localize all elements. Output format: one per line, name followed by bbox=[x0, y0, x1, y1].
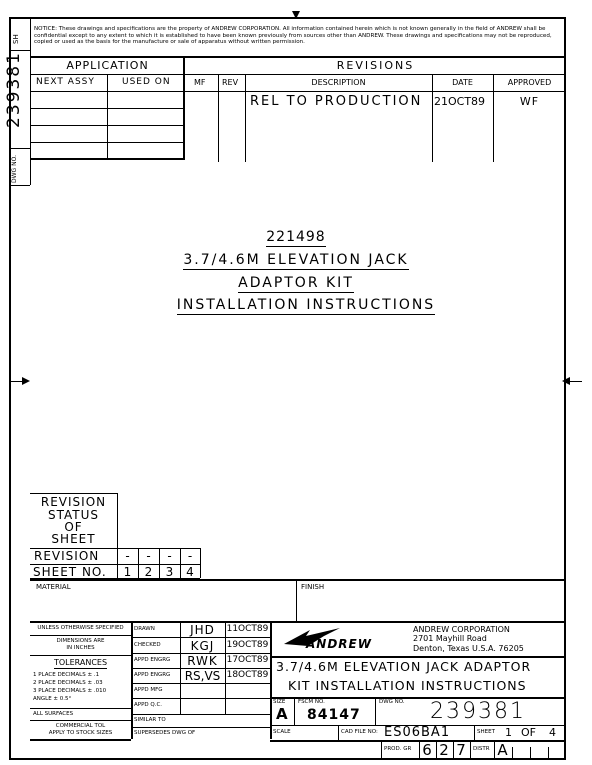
rev-status-l4: SHEET bbox=[51, 532, 96, 546]
tol-heading-text: TOLERANCES bbox=[53, 658, 108, 667]
material-top-rule bbox=[30, 579, 566, 581]
center-line-right bbox=[568, 381, 582, 382]
rev-header-approved: APPROVED bbox=[507, 78, 552, 87]
rev-val-1: - bbox=[125, 549, 130, 563]
rev-val-4: - bbox=[187, 549, 193, 563]
signoff-rule bbox=[131, 637, 270, 638]
material-finish-divider bbox=[296, 579, 297, 622]
dwg-value: 239381 bbox=[430, 699, 526, 724]
signoff-date-appd1: 17OCT89 bbox=[226, 655, 269, 665]
signoff-label-appd-engrg: APPD ENGRG bbox=[134, 672, 171, 678]
signoff-rule bbox=[131, 714, 270, 715]
revision-row-label: REVISION bbox=[34, 549, 100, 563]
tol-unless: UNLESS OTHERWISE SPECIFIED bbox=[37, 625, 124, 631]
tol-dims2: IN INCHES bbox=[66, 645, 95, 651]
rev-col-divider bbox=[245, 74, 246, 162]
tol-rule bbox=[30, 635, 131, 636]
rev-row-approved: WF bbox=[519, 95, 540, 108]
tol-line4: ANGLE ± 0.5° bbox=[33, 696, 72, 702]
application-title: APPLICATION bbox=[66, 59, 149, 72]
sheet-of: OF bbox=[521, 726, 536, 739]
fscm-value: 84147 bbox=[307, 707, 361, 723]
rev-col-divider bbox=[218, 74, 219, 162]
side-sh-label: SH bbox=[12, 34, 20, 44]
app-rule bbox=[30, 91, 185, 92]
notice-text: NOTICE: These drawings and specifications are the property of ANDREW CORPORATION. All information contained herein which is not known generally in the field of ANDREW shall be confidential except to any extent to which it is established to have been known previously from sources other than ANDREW. These drawings and specifications may not be reproduced, copied or used as the basis for the manufacture or sale of apparatus without written permission. bbox=[34, 26, 552, 46]
scale-label: SCALE bbox=[273, 729, 291, 735]
center-line2-text: ADAPTOR KIT bbox=[238, 275, 354, 291]
prod-label: PROD. GR bbox=[384, 746, 412, 752]
signoff-date-checked: 19OCT89 bbox=[226, 640, 269, 650]
center-line3 bbox=[0, 298, 592, 312]
tol-rule bbox=[30, 720, 131, 721]
distr-label: DISTR bbox=[473, 746, 490, 752]
rev-header-rev: REV bbox=[222, 78, 239, 87]
rev-header-description: DESCRIPTION bbox=[311, 78, 366, 87]
prod-cell bbox=[470, 741, 471, 760]
application-col-next-assy: NEXT ASSY bbox=[36, 77, 95, 87]
tol-line3: 3 PLACE DECIMALS ± .010 bbox=[33, 688, 107, 694]
tol-comm1: COMMERCIAL TOL bbox=[55, 723, 106, 729]
scale-divider bbox=[338, 725, 339, 741]
company-name: ANDREW CORPORATION bbox=[413, 625, 510, 634]
rev-status-l1: REVISION bbox=[40, 495, 107, 509]
title-line2: KIT INSTALLATION INSTRUCTIONS bbox=[288, 678, 527, 693]
center-line-left bbox=[9, 381, 23, 382]
company-addr2: Denton, Texas U.S.A. 76205 bbox=[413, 644, 524, 653]
signoff-name-appd1: RWK bbox=[187, 654, 218, 668]
finish-label: FINISH bbox=[301, 583, 325, 591]
sheet-value: 1 bbox=[505, 726, 512, 739]
signoff-label-appd-engrg: APPD ENGRG bbox=[134, 657, 171, 663]
tol-comm2: APPLY TO STOCK SIZES bbox=[48, 730, 113, 736]
cad-divider bbox=[474, 725, 475, 741]
revisions-title: REVISIONS bbox=[336, 59, 415, 72]
side-dwg-no-label: DWG NO. bbox=[11, 155, 18, 183]
prod-d1: 6 bbox=[422, 741, 433, 759]
rev-val-3: - bbox=[167, 549, 172, 563]
sheet-label: SHEET bbox=[477, 729, 495, 735]
rev-rule bbox=[185, 91, 566, 92]
sheet-val-4: 4 bbox=[186, 565, 194, 579]
tol-dims1: DIMENSIONS ARE bbox=[56, 638, 105, 644]
sheet-val-1: 1 bbox=[123, 565, 132, 579]
signoff-label-appd-mfg: APPD MFG bbox=[134, 687, 163, 693]
andrew-logo-text: ANDREW bbox=[306, 637, 372, 651]
signoff-name-checked: KGJ bbox=[190, 639, 215, 653]
signoff-date-drawn: 11OCT89 bbox=[226, 624, 269, 634]
fscm-divider bbox=[375, 697, 376, 725]
side-strip-divider bbox=[9, 148, 30, 149]
distr-d1: A bbox=[497, 741, 509, 759]
center-number-text: 221498 bbox=[266, 229, 326, 245]
tol-line2: 2 PLACE DECIMALS ± .03 bbox=[33, 680, 103, 686]
side-dwg-number: 239381 bbox=[4, 51, 24, 128]
cad-label: CAD FILE NO: bbox=[341, 729, 378, 735]
rev-row-date: 21OCT89 bbox=[434, 95, 486, 108]
tol-rule bbox=[30, 655, 131, 656]
app-col-divider bbox=[107, 74, 108, 160]
fscm-label: FSCM NO. bbox=[298, 699, 325, 705]
signoff-name-drawn: JHD bbox=[190, 623, 215, 637]
rev-row-description: REL TO PRODUCTION bbox=[250, 94, 423, 109]
rev-header-mf: MF bbox=[194, 78, 206, 87]
size-value: A bbox=[276, 705, 288, 723]
rev-col-divider bbox=[432, 74, 433, 162]
sheet-val-3: 3 bbox=[165, 565, 174, 579]
material-label: MATERIAL bbox=[36, 583, 71, 591]
tolerance-divider bbox=[131, 621, 133, 739]
signoff-label-checked: CHECKED bbox=[134, 642, 161, 648]
title-line1: 3.7/4.6M ELEVATION JACK ADAPTOR bbox=[276, 659, 532, 674]
rev-status-l2: STATUS bbox=[47, 508, 100, 522]
center-line1 bbox=[0, 253, 592, 267]
side-strip-divider bbox=[9, 185, 30, 186]
tol-rule bbox=[30, 708, 131, 709]
app-rule bbox=[30, 142, 185, 143]
company-addr1: 2701 Mayhill Road bbox=[413, 634, 487, 643]
cad-value: ES06BA1 bbox=[384, 725, 451, 740]
rev-status-l3: OF bbox=[64, 520, 83, 534]
center-line3-text: INSTALLATION INSTRUCTIONS bbox=[176, 297, 436, 313]
bottom-rule-left bbox=[30, 739, 131, 741]
rev-val-2: - bbox=[146, 549, 151, 563]
app-rule bbox=[30, 125, 185, 126]
size-divider bbox=[294, 697, 295, 725]
signoff-label-appd-qc: APPD Q.C. bbox=[134, 702, 163, 708]
tol-surfaces: ALL SURFACES bbox=[33, 711, 74, 717]
center-line1-text: 3.7/4.6M ELEVATION JACK bbox=[183, 252, 409, 268]
dwg-label: DWG NO. bbox=[379, 699, 405, 705]
rev-rule bbox=[185, 74, 566, 75]
prod-d3: 7 bbox=[456, 741, 467, 759]
company-rule bbox=[270, 656, 566, 658]
signoff-date-appd2: 18OCT89 bbox=[226, 670, 269, 680]
size-label: SIZE bbox=[273, 699, 286, 705]
tol-line1: 1 PLACE DECIMALS ± .1 bbox=[33, 672, 100, 678]
title-block-top-rule bbox=[30, 621, 566, 623]
signoff-rule bbox=[131, 727, 270, 728]
tol-heading bbox=[30, 659, 131, 667]
signoff-rule bbox=[131, 698, 270, 699]
app-rule bbox=[30, 108, 185, 109]
rev-col-divider bbox=[493, 74, 494, 162]
rev-status-col bbox=[200, 548, 201, 578]
sheet-row-label: SHEET NO. bbox=[33, 565, 107, 579]
center-mark-top bbox=[292, 11, 300, 19]
prod-d2: 2 bbox=[439, 741, 450, 759]
distr-cell bbox=[548, 747, 549, 760]
distr-cell bbox=[530, 747, 531, 760]
distr-cell bbox=[512, 747, 513, 760]
similar-to-label: SIMILAR TO bbox=[134, 717, 166, 723]
signoff-name-appd2: RS,VS bbox=[184, 669, 221, 683]
signoff-right-divider bbox=[270, 621, 272, 739]
signoff-rule bbox=[131, 683, 270, 684]
signoff-label-drawn: DRAWN bbox=[134, 626, 155, 632]
center-mark-left bbox=[22, 377, 30, 385]
center-line2 bbox=[0, 276, 592, 290]
application-col-used-on: USED ON bbox=[122, 77, 171, 87]
supersedes-label: SUPERSEDES DWG OF bbox=[134, 730, 196, 736]
center-number bbox=[0, 230, 592, 244]
sheet-val-2: 2 bbox=[144, 565, 153, 579]
sheet-total: 4 bbox=[549, 726, 556, 739]
rev-header-date: DATE bbox=[452, 78, 473, 87]
